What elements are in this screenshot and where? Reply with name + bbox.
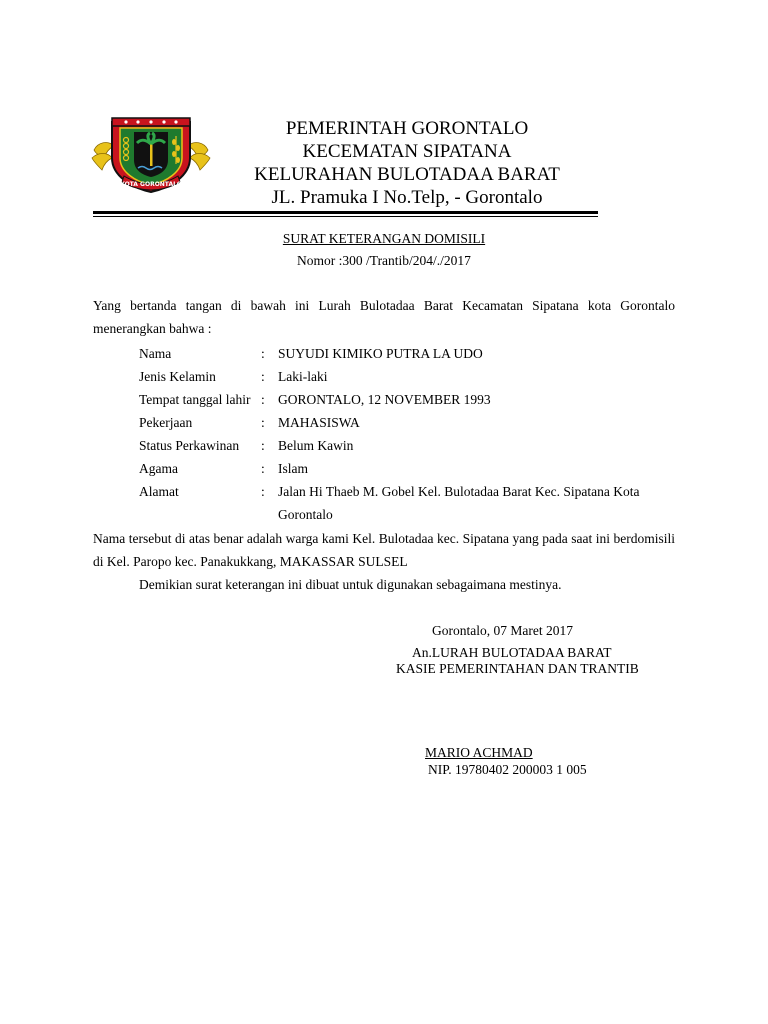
signature-on-behalf-2: KASIE PEMERINTAHAN DAN TRANTIB	[396, 661, 639, 676]
field-colon: :	[261, 392, 265, 407]
field-row	[139, 434, 679, 457]
letterhead-divider-thin	[93, 216, 598, 217]
document-number: Nomor :300 /Trantib/204/./2017	[297, 253, 471, 268]
svg-text:KOTA GORONTALO: KOTA GORONTALO	[120, 181, 182, 188]
statement-paragraph: Nama tersebut di atas benar adalah warga kami Kel. Bulotadaa kec. Sipatana yang pada saat ini berdomisili di Kel. Paropo kec. Panakukkang, MAKASSAR SULSEL	[93, 531, 675, 569]
field-row	[139, 457, 679, 480]
field-row	[139, 365, 679, 388]
identity-fields	[139, 342, 679, 526]
document-title: SURAT KETERANGAN DOMISILI	[282, 231, 486, 246]
field-row	[139, 480, 679, 526]
field-value: Laki-laki	[278, 369, 328, 384]
signature-on-behalf-1: An.LURAH BULOTADAA BARAT	[412, 645, 612, 660]
field-colon: :	[261, 346, 265, 361]
signatory-nip: NIP. 19780402 200003 1 005	[428, 762, 587, 777]
letterhead	[214, 117, 600, 209]
field-colon: :	[261, 461, 265, 476]
field-value: Belum Kawin	[278, 438, 354, 453]
field-value: Jalan Hi Thaeb M. Gobel Kel. Bulotadaa Barat Kec. Sipatana Kota Gorontalo	[278, 484, 640, 522]
signature-place-date: Gorontalo, 07 Maret 2017	[432, 623, 573, 638]
city-emblem-logo	[90, 112, 212, 194]
field-value: GORONTALO, 12 NOVEMBER 1993	[278, 392, 491, 407]
field-colon: :	[261, 438, 265, 453]
field-value: SUYUDI KIMIKO PUTRA LA UDO	[278, 346, 483, 361]
field-label: Tempat tanggal lahir	[139, 392, 251, 407]
field-label: Alamat	[139, 484, 179, 499]
field-label: Pekerjaan	[139, 415, 193, 430]
letterhead-government: PEMERINTAH GORONTALO	[285, 118, 529, 139]
letterhead-village: KELURAHAN BULOTADAA BARAT	[254, 164, 560, 185]
signatory-name: MARIO ACHMAD	[425, 745, 533, 760]
field-label: Jenis Kelamin	[139, 369, 216, 384]
intro-paragraph: Yang bertanda tangan di bawah ini Lurah Bulotadaa Barat Kecamatan Sipatana kota Gorontalo menerangkan bahwa :	[93, 298, 675, 336]
closing-paragraph: Demikian surat keterangan ini dibuat untuk digunakan sebagaimana mestinya.	[139, 577, 562, 592]
field-label: Nama	[139, 346, 172, 361]
field-colon: :	[261, 369, 265, 384]
field-value: MAHASISWA	[278, 415, 360, 430]
field-label: Status Perkawinan	[139, 438, 240, 453]
field-value: Islam	[278, 461, 308, 476]
letterhead-district: KECEMATAN SIPATANA	[302, 141, 512, 162]
field-colon: :	[261, 415, 265, 430]
field-colon: :	[261, 484, 265, 499]
field-row	[139, 342, 679, 365]
document-title-block	[93, 231, 675, 269]
field-label: Agama	[139, 461, 178, 476]
letterhead-divider-thick	[93, 211, 598, 214]
field-row	[139, 388, 679, 411]
field-row	[139, 411, 679, 434]
letterhead-address: JL. Pramuka I No.Telp, - Gorontalo	[271, 187, 543, 208]
